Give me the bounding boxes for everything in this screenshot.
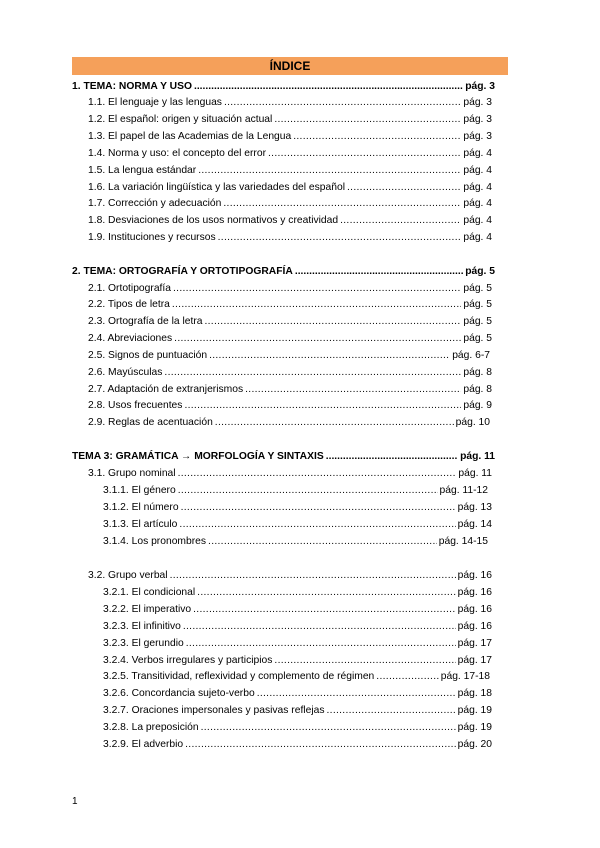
- toc-entry-page: pág. 11-12: [439, 485, 488, 496]
- toc-dot-leader: [208, 536, 437, 548]
- toc-dot-leader: [201, 722, 456, 734]
- toc-entry-page: pág. 19: [457, 722, 492, 733]
- toc-dot-leader: [274, 655, 455, 667]
- toc-entry: [88, 400, 492, 414]
- toc-dot-leader: [185, 739, 456, 751]
- toc-entry: [88, 114, 492, 128]
- toc-entry-page: pág. 17: [457, 638, 492, 649]
- toc-entry-label: 2.9. Reglas de acentuación: [88, 417, 213, 428]
- toc-entry-label: 3.2.3. El infinitivo: [103, 621, 181, 632]
- toc-entry-page: pág. 4: [463, 165, 492, 176]
- toc-dot-leader: [198, 165, 461, 177]
- toc-dot-leader: [295, 266, 463, 278]
- toc-entry-page: pág. 4: [463, 182, 492, 193]
- toc-entry-page: pág. 3: [463, 131, 492, 142]
- toc-entry-page: pág. 16: [457, 621, 492, 632]
- toc-entry: [103, 655, 492, 669]
- toc-entry: [88, 283, 492, 297]
- index-title: ÍNDICE: [269, 59, 311, 73]
- toc-dot-leader: [184, 400, 461, 412]
- toc-dot-leader: [204, 316, 461, 328]
- toc-entry-label: 2.1. Ortotipografía: [88, 283, 171, 294]
- toc-dot-leader: [257, 688, 456, 700]
- toc-entry-page: pág. 3: [465, 81, 495, 92]
- toc-dot-leader: [340, 215, 461, 227]
- toc-entry: [88, 215, 492, 229]
- toc-entry-label: 2.6. Mayúsculas: [88, 367, 163, 378]
- toc-entry-page: pág. 20: [457, 739, 492, 750]
- toc-entry-label: 3.1.1. El género: [103, 485, 176, 496]
- toc-entry-page: pág. 6-7: [452, 350, 490, 361]
- toc-entry: [103, 722, 492, 736]
- toc-entry-label: 1.2. El español: origen y situación actual: [88, 114, 273, 125]
- toc-entry-label: 1.4. Norma y uso: el concepto del error: [88, 148, 266, 159]
- toc-entry-label: 3.2.9. El adverbio: [103, 739, 184, 750]
- toc-entry: [88, 468, 492, 482]
- toc-entry-page: pág. 10: [455, 417, 490, 428]
- toc-entry-page: pág. 8: [463, 384, 492, 395]
- toc-dot-leader: [224, 97, 461, 109]
- toc-entry-label: 1. TEMA: NORMA Y USO: [72, 81, 192, 92]
- toc-dot-leader: [178, 468, 457, 480]
- toc-entry-page: pág. 19: [457, 705, 492, 716]
- toc-entry: [88, 333, 492, 347]
- index-header: [72, 57, 508, 75]
- toc-entry: [88, 165, 492, 179]
- toc-entry: [103, 671, 490, 685]
- toc-dot-leader: [293, 131, 461, 143]
- toc-entry: [88, 570, 492, 584]
- toc-dot-leader: [178, 485, 438, 497]
- toc-entry-page: pág. 5: [463, 316, 492, 327]
- toc-entry-label: 2.7. Adaptación de extranjerismos: [88, 384, 244, 395]
- toc-entry-label: 1.6. La variación lingüística y las variedades del español: [88, 182, 346, 193]
- toc-entry-label: 1.1. El lenguaje y las lenguas: [88, 97, 222, 108]
- toc-entry-page: pág. 4: [463, 215, 492, 226]
- toc-entry-label: 3.2.5. Transitividad, reflexividad y complemento de régimen: [103, 671, 375, 682]
- toc-entry: [103, 485, 488, 499]
- toc-entry-page: pág. 3: [463, 114, 492, 125]
- toc-entry-page: pág. 4: [463, 232, 492, 243]
- toc-entry: [103, 536, 488, 550]
- toc-entry-page: pág. 16: [457, 587, 492, 598]
- toc-entry-label: 1.8. Desviaciones de los usos normativos y creatividad: [88, 215, 339, 226]
- toc-entry-page: pág. 17: [457, 655, 492, 666]
- toc-dot-leader: [218, 232, 462, 244]
- toc-entry: [88, 417, 490, 431]
- toc-entry: [72, 81, 495, 95]
- toc-entry-page: pág. 18: [457, 688, 492, 699]
- toc-dot-leader: [223, 198, 461, 210]
- toc-entry-label: 1.9. Instituciones y recursos: [88, 232, 216, 243]
- toc-dot-leader: [172, 299, 462, 311]
- toc-entry-page: pág. 11: [458, 468, 492, 479]
- toc-entry-label: 2.4. Abreviaciones: [88, 333, 173, 344]
- toc-entry-page: pág. 4: [463, 198, 492, 209]
- toc-entry-page: pág. 16: [457, 604, 492, 615]
- toc-dot-leader: [193, 604, 456, 616]
- page-number: 1: [72, 796, 78, 807]
- toc-entry: [103, 739, 492, 753]
- toc-entry-label: 1.3. El papel de las Academias de la Lengua: [88, 131, 292, 142]
- toc-entry: [103, 604, 492, 618]
- toc-dot-leader: [183, 621, 456, 633]
- toc-dot-leader: [181, 502, 456, 514]
- toc-entry: [88, 131, 492, 145]
- toc-entry-page: pág. 13: [457, 502, 492, 513]
- toc-entry-page: pág. 9: [463, 400, 492, 411]
- toc-entry-label: 3.1.3. El artículo: [103, 519, 178, 530]
- toc-dot-leader: [194, 81, 463, 93]
- toc-entry: [88, 148, 492, 162]
- toc-entry: [88, 299, 492, 313]
- toc-entry: [103, 688, 492, 702]
- toc-dot-leader: [376, 671, 438, 683]
- toc-entry-page: pág. 4: [463, 148, 492, 159]
- toc-entry-page: pág. 5: [463, 299, 492, 310]
- toc-entry-label: 1.5. La lengua estándar: [88, 165, 197, 176]
- toc-dot-leader: [347, 182, 461, 194]
- toc-entry: [103, 502, 492, 516]
- toc-entry-page: pág. 14-15: [438, 536, 488, 547]
- toc-entry: [88, 350, 490, 364]
- toc-entry: [88, 316, 492, 330]
- toc-dot-leader: [164, 367, 461, 379]
- toc-entry: [88, 232, 492, 246]
- toc-dot-leader: [179, 519, 455, 531]
- toc-dot-leader: [245, 384, 461, 396]
- toc-entry-label: 2.3. Ortografía de la letra: [88, 316, 203, 327]
- toc-entry: [103, 587, 492, 601]
- toc-entry-label: 2. TEMA: ORTOGRAFÍA Y ORTOTIPOGRAFÍA: [72, 266, 293, 277]
- toc-entry-label: 3.2.8. La preposición: [103, 722, 199, 733]
- toc-dot-leader: [174, 333, 461, 345]
- toc-entry-label: 2.5. Signos de puntuación: [88, 350, 208, 361]
- toc-entry: [103, 705, 492, 719]
- toc-dot-leader: [274, 114, 461, 126]
- toc-entry-label: 3.2.6. Concordancia sujeto-verbo: [103, 688, 255, 699]
- toc-entry: [88, 384, 492, 398]
- toc-entry: [103, 621, 492, 635]
- toc-dot-leader: [170, 570, 456, 582]
- toc-entry-page: pág. 5: [465, 266, 495, 277]
- toc-entry-page: pág. 8: [463, 367, 492, 378]
- toc-entry-label: 3.1.4. Los pronombres: [103, 536, 207, 547]
- toc-entry-label: 3.1.2. El número: [103, 502, 179, 513]
- toc-entry: [103, 638, 492, 652]
- toc-entry-label: 2.8. Usos frecuentes: [88, 400, 183, 411]
- toc-entry-label: 2.2. Tipos de letra: [88, 299, 170, 310]
- toc-entry-page: pág. 14: [457, 519, 492, 530]
- toc-entry-label: 3.1. Grupo nominal: [88, 468, 176, 479]
- toc-entry-page: pág. 11: [460, 451, 495, 462]
- toc-entry-page: pág. 17-18: [440, 671, 490, 682]
- toc-dot-leader: [326, 451, 458, 463]
- toc-entry-label: 1.7. Corrección y adecuación: [88, 198, 222, 209]
- toc-dot-leader: [197, 587, 455, 599]
- toc-entry: [88, 198, 492, 212]
- toc-entry-label: 3.2. Grupo verbal: [88, 570, 168, 581]
- toc-entry: [72, 451, 495, 465]
- toc-entry-page: pág. 16: [457, 570, 492, 581]
- toc-entry-label: TEMA 3: GRAMÁTICA → MORFOLOGÍA Y SINTAXIS: [72, 451, 324, 462]
- toc-entry: [88, 182, 492, 196]
- toc-entry-page: pág. 5: [463, 283, 492, 294]
- toc-entry-label: 3.2.1. El condicional: [103, 587, 196, 598]
- toc-entry-label: 3.2.4. Verbos irregulares y participios: [103, 655, 273, 666]
- toc-entry-label: 3.2.2. El imperativo: [103, 604, 192, 615]
- toc-entry-label: 3.2.7. Oraciones impersonales y pasivas reflejas: [103, 705, 325, 716]
- toc-entry: [103, 519, 492, 533]
- toc-entry-label: 3.2.3. El gerundio: [103, 638, 184, 649]
- toc-dot-leader: [209, 350, 450, 362]
- toc-dot-leader: [215, 417, 454, 429]
- toc-dot-leader: [327, 705, 456, 717]
- toc-entry-page: pág. 5: [463, 333, 492, 344]
- toc-dot-leader: [268, 148, 461, 160]
- toc-entry: [88, 97, 492, 111]
- toc-dot-leader: [186, 638, 456, 650]
- toc-entry-page: pág. 3: [463, 97, 492, 108]
- toc-entry: [72, 266, 495, 280]
- toc-dot-leader: [173, 283, 461, 295]
- toc-entry: [88, 367, 492, 381]
